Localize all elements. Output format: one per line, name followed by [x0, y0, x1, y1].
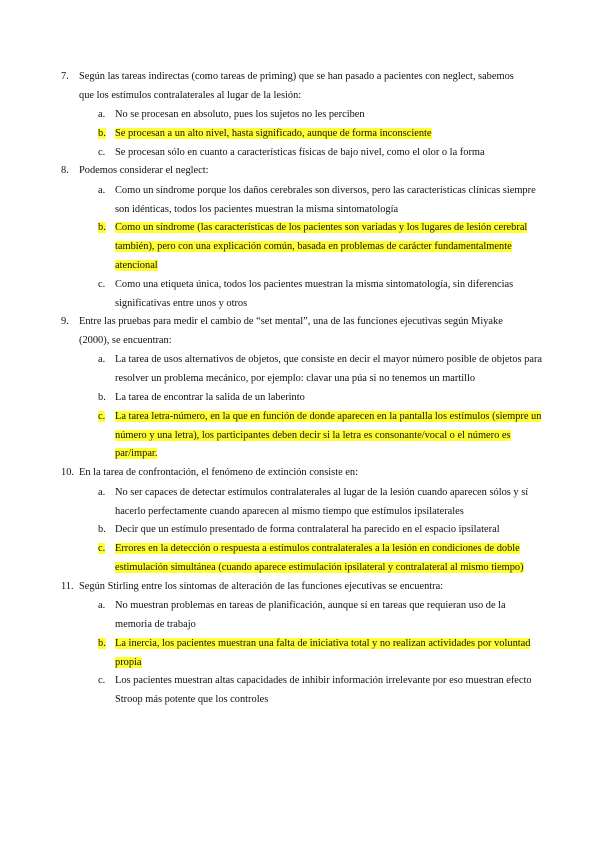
answer-options	[0, 597, 600, 710]
answer-options	[0, 351, 600, 464]
question-number: 7.	[61, 71, 69, 82]
option-letter	[98, 672, 105, 691]
option-text	[115, 484, 545, 522]
answer-option-b	[0, 521, 600, 540]
option-letter-text: b.	[98, 222, 106, 234]
option-text-content: Los pacientes muestran altas capacidades de inhibir información irrelevante por eso muestran efecto Stroop más potente que los controles	[115, 675, 532, 706]
option-letter	[98, 484, 105, 503]
answer-option-b	[0, 389, 600, 408]
question-10	[0, 464, 600, 577]
option-text	[115, 672, 545, 710]
option-letter-text: b.	[98, 524, 106, 536]
answer-option-a	[0, 597, 600, 635]
question-number: 10.	[61, 467, 74, 479]
option-letter	[98, 597, 105, 616]
option-letter	[98, 276, 105, 295]
option-letter-text: c.	[98, 146, 106, 158]
option-letter-text: c.	[98, 278, 106, 290]
option-letter-text: c.	[98, 543, 106, 555]
option-letter-text: c.	[98, 410, 106, 422]
question-9	[0, 313, 600, 464]
option-text	[115, 144, 545, 163]
answer-options	[0, 484, 600, 578]
question-number: 8.	[61, 165, 69, 177]
question-11	[0, 578, 600, 710]
answer-option-c	[0, 672, 600, 710]
highlighted-answer-text	[115, 540, 545, 578]
option-text-content: Como un síndrome porque los daños cerebrales son diversos, pero las características clínicas siempre son idénticas, todos los pacientes muestran la misma sintomatología	[115, 184, 536, 215]
option-text-content: Errores en la detección o respuesta a estímulos contralaterales a la lesión en condiciones de doble estimulación simultánea (cuando aparece estimulación ipsilateral y contralateral al mismo tiempo)	[115, 543, 524, 573]
question-number: 9.	[61, 316, 69, 328]
question-text: En la tarea de confrontación, el fenómeno de extinción consiste en:	[79, 467, 358, 479]
question-list	[0, 68, 600, 710]
answer-option-a	[0, 351, 600, 389]
option-text	[115, 389, 545, 408]
option-text	[115, 597, 545, 635]
question-text: Podemos considerar el neglect:	[79, 165, 209, 177]
option-letter	[98, 540, 105, 559]
answer-option-c	[0, 276, 600, 314]
highlighted-answer-text	[115, 125, 545, 144]
option-text-content: No ser capaces de detectar estímulos contralaterales al lugar de la lesión cuando aparecen sólos y sí hacerlo perfectamente cuando aparecen al mismo tiempo que estímulos ipsilaterales	[115, 486, 529, 517]
option-letter	[98, 635, 106, 654]
option-letter-text: a.	[98, 354, 106, 366]
answer-option-b	[0, 635, 600, 673]
option-letter	[98, 408, 105, 427]
option-letter-text: b.	[98, 127, 106, 139]
option-text-content: No muestran problemas en tareas de planificación, aunque sí en tareas que requieran uso de la memoria de trabajo	[115, 600, 506, 631]
option-text-content: Se procesan sólo en cuanto a características físicas de bajo nivel, como el olor o la forma	[115, 146, 485, 158]
option-text-content: Decir que un estímulo presentado de forma contralateral ha parecido en el espacio ipsilateral	[115, 524, 500, 536]
option-text-content: Se procesan a un alto nivel, hasta significado, aunque de forma inconsciente	[115, 127, 432, 139]
answer-options	[0, 182, 600, 314]
option-letter	[98, 521, 106, 540]
option-letter	[98, 182, 105, 201]
question-8	[0, 162, 600, 313]
option-text-content: No se procesan en absoluto, pues los sujetos no les perciben	[115, 109, 365, 120]
highlighted-answer-text	[115, 219, 545, 275]
option-text-content: La tarea de encontrar la salida de un laberinto	[115, 392, 305, 404]
answer-option-b	[0, 219, 600, 275]
option-text-content: La tarea letra-número, en la que en función de donde aparecen en la pantalla los estímulos (siempre un número y una letra), los participantes deben decir si la letra es consonante/vocal o el número es par/impar.	[115, 410, 542, 460]
answer-option-a	[0, 182, 600, 220]
option-letter	[98, 389, 106, 408]
answer-option-c	[0, 408, 600, 464]
option-text	[115, 351, 545, 389]
option-letter-text: b.	[98, 637, 106, 649]
option-letter-text: b.	[98, 392, 106, 404]
question-text: Entre las pruebas para medir el cambio de “set mental”, una de las funciones ejecutivas según Miyake (2000), se encuentran:	[79, 316, 503, 346]
answer-option-c	[0, 144, 600, 163]
answer-option-a	[0, 106, 600, 125]
option-letter	[98, 106, 105, 125]
option-letter-text: a.	[98, 600, 106, 612]
question-7	[0, 68, 600, 162]
option-text-content: Como una etiqueta única, todos los pacientes muestran la misma sintomatología, sin diferencias significativas entre unos y otros	[115, 278, 514, 309]
option-text	[115, 106, 545, 125]
option-letter-text: c.	[98, 675, 106, 687]
option-text	[115, 182, 545, 220]
option-letter	[98, 219, 106, 238]
answer-options	[0, 106, 600, 162]
option-text	[115, 521, 545, 540]
question-number: 11.	[61, 580, 74, 592]
answer-option-b	[0, 125, 600, 144]
option-letter-text: a.	[98, 109, 106, 120]
option-letter	[98, 125, 106, 144]
option-letter-text: a.	[98, 486, 106, 498]
option-text-content: La inercia, los pacientes muestran una falta de iniciativa total y no realizan actividades por voluntad propia	[115, 637, 531, 668]
option-letter	[98, 144, 105, 163]
question-text: Según Stirling entre los síntomas de alteración de las funciones ejecutivas se encuentra:	[79, 580, 444, 592]
question-text: Según las tareas indirectas (como tareas de priming) que se han pasado a pacientes con neglect, sabemos que los estímulos contralaterales al lugar de la lesión:	[79, 71, 514, 101]
answer-option-c	[0, 540, 600, 578]
option-letter-text: a.	[98, 184, 106, 196]
option-text	[115, 276, 545, 314]
option-text-content: La tarea de usos alternativos de objetos, que consiste en decir el mayor número posible de objetos para resolver un problema mecánico, por ejemplo: clavar una púa si no tenemos un martillo	[115, 354, 543, 385]
answer-option-a	[0, 484, 600, 522]
highlighted-answer-text	[115, 408, 545, 464]
highlighted-answer-text	[115, 635, 545, 673]
option-text-content: Como un síndrome (las características de los pacientes son variadas y los lugares de lesión cerebral también), pero con una explicación común, basada en problemas de carácter fundamentalmente atencional	[115, 222, 528, 272]
option-letter	[98, 351, 105, 370]
